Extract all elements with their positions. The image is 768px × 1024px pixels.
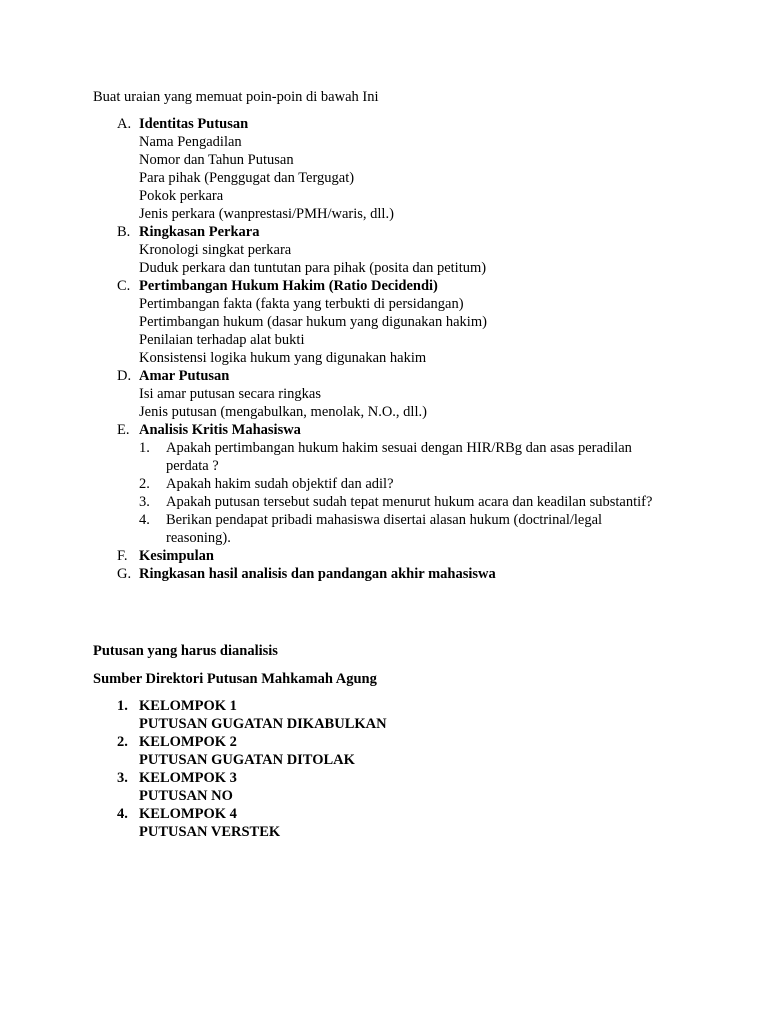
section-title: Amar Putusan — [139, 368, 230, 384]
group-marker: 4. — [117, 806, 128, 822]
section-marker: D. — [117, 368, 132, 384]
group-name: KELOMPOK 3 — [139, 770, 237, 786]
group-verdict: PUTUSAN VERSTEK — [139, 824, 281, 840]
analysis-item-marker: 1. — [139, 440, 150, 456]
section-marker: B. — [117, 224, 131, 240]
section-b — [93, 223, 693, 241]
section-marker: A. — [117, 116, 132, 132]
group-marker: 3. — [117, 770, 128, 786]
group-item — [93, 769, 493, 787]
analysis-item-text: Apakah pertimbangan hukum hakim sesuai dengan HIR/RBg dan asas peradilan perdata ? — [166, 440, 632, 474]
section-line: Pertimbangan hukum (dasar hukum yang digunakan hakim) — [139, 314, 487, 330]
analysis-item — [93, 439, 693, 475]
group-item — [93, 697, 493, 715]
intro-text: Buat uraian yang memuat poin-poin di bawah Ini — [93, 89, 379, 105]
section-line: Pokok perkara — [139, 188, 224, 204]
analysis-item-text: Berikan pendapat pribadi mahasiswa disertai alasan hukum (doctrinal/legal reasoning). — [166, 512, 603, 546]
section-c — [93, 277, 693, 295]
analysis-item — [93, 493, 693, 511]
section-line: Jenis perkara (wanprestasi/PMH/waris, dll.) — [139, 206, 394, 222]
analysis-item-marker: 3. — [139, 494, 150, 510]
section-d — [93, 367, 693, 385]
section-line: Isi amar putusan secara ringkas — [139, 386, 321, 402]
section-title: Ringkasan hasil analisis dan pandangan akhir mahasiswa — [139, 566, 496, 582]
section-line: Kronologi singkat perkara — [139, 242, 292, 258]
section-line: Konsistensi logika hukum yang digunakan hakim — [139, 350, 427, 366]
section-list — [93, 115, 693, 583]
section-line: Nomor dan Tahun Putusan — [139, 152, 294, 168]
group-name: KELOMPOK 1 — [139, 698, 237, 714]
group-verdict: PUTUSAN GUGATAN DIKABULKAN — [139, 716, 387, 732]
section-f — [93, 547, 693, 565]
group-verdict: PUTUSAN NO — [139, 788, 233, 804]
section-line: Duduk perkara dan tuntutan para pihak (posita dan petitum) — [139, 260, 487, 276]
group-item — [93, 805, 493, 823]
section-title: Identitas Putusan — [139, 116, 249, 132]
section-marker: C. — [117, 278, 131, 294]
section-title: Analisis Kritis Mahasiswa — [139, 422, 301, 438]
group-name: KELOMPOK 4 — [139, 806, 237, 822]
section-marker: F. — [117, 548, 128, 564]
group-marker: 1. — [117, 698, 128, 714]
analysis-item — [93, 511, 693, 547]
section-g — [93, 565, 693, 583]
analysis-item-marker: 4. — [139, 512, 150, 528]
group-marker: 2. — [117, 734, 128, 750]
section-a — [93, 115, 693, 133]
group-item — [93, 733, 493, 751]
source-heading: Sumber Direktori Putusan Mahkamah Agung — [93, 671, 377, 687]
analysis-heading: Putusan yang harus dianalisis — [93, 643, 278, 659]
section-marker: E. — [117, 422, 130, 438]
section-line: Penilaian terhadap alat bukti — [139, 332, 305, 348]
analysis-item-text: Apakah hakim sudah objektif dan adil? — [166, 476, 394, 492]
section-marker: G. — [117, 566, 132, 582]
section-title: Pertimbangan Hukum Hakim (Ratio Decidendi) — [139, 278, 438, 294]
section-line: Jenis putusan (mengabulkan, menolak, N.O., dll.) — [139, 404, 427, 420]
section-e — [93, 421, 693, 439]
section-title: Ringkasan Perkara — [139, 224, 260, 240]
group-list — [93, 697, 493, 841]
section-line: Pertimbangan fakta (fakta yang terbukti di persidangan) — [139, 296, 464, 312]
section-line: Para pihak (Penggugat dan Tergugat) — [139, 170, 355, 186]
section-line: Nama Pengadilan — [139, 134, 242, 150]
analysis-item-marker: 2. — [139, 476, 150, 492]
analysis-item — [93, 475, 693, 493]
group-name: KELOMPOK 2 — [139, 734, 237, 750]
group-verdict: PUTUSAN GUGATAN DITOLAK — [139, 752, 355, 768]
analysis-item-text: Apakah putusan tersebut sudah tepat menurut hukum acara dan keadilan substantif? — [166, 494, 653, 510]
section-title: Kesimpulan — [139, 548, 214, 564]
